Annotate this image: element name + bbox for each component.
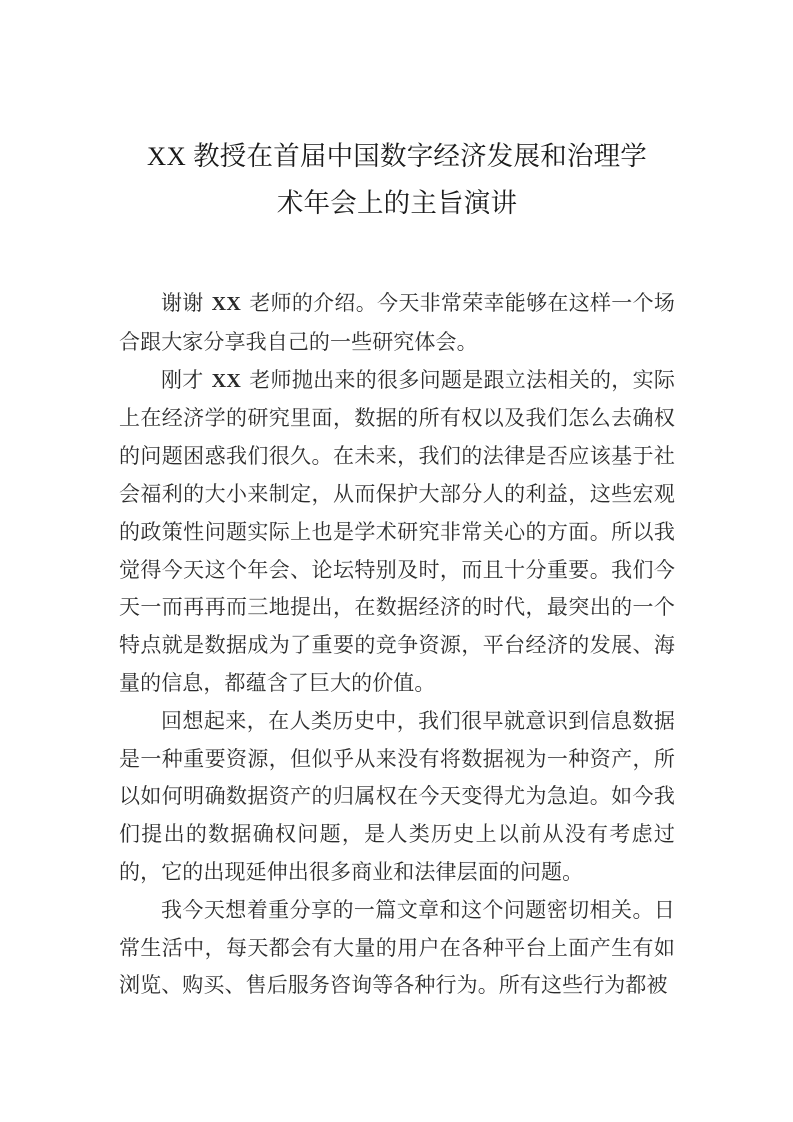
title-line-2: 术年会上的主旨演讲 [276, 188, 518, 218]
title-body-spacer [119, 227, 675, 285]
body-paragraph-1: 谢谢 XX 老师的介绍。今天非常荣幸能够在这样一个场合跟大家分享我自己的一些研究体会。 [119, 291, 675, 354]
document-body [119, 0, 675, 1005]
body-paragraph-4: 我今天想着重分享的一篇文章和这个问题密切相关。日常生活中，每天都会有大量的用户在各种平台上面产生有如浏览、购买、售后服务咨询等各种行为。所有这些行为都被 [119, 897, 675, 998]
body-paragraph-2: 刚才 XX 老师抛出来的很多问题是跟立法相关的，实际上在经济学的研究里面，数据的所有权以及我们怎么去确权的问题困惑我们很久。在未来，我们的法律是否应该基于社会福利的大小来制定，从而保护大部分人的利益，这些宏观的政策性问题实际上也是学术研究非常关心的方面。所以我觉得今天这个年会、论坛特别及时，而且十分重要。我们今天一而再再而三地提出，在数据经济的时代，最突出的一个特点就是数据成为了重要的竞争资源，平台经济的发展、海量的信息，都蕴含了巨大的价值。 [119, 367, 675, 695]
page-title [119, 0, 675, 227]
body-paragraph-3: 回想起来，在人类历史中，我们很早就意识到信息数据是一种重要资源，但似乎从来没有将数据视为一种资产，所以如何明确数据资产的归属权在今天变得尤为急迫。如今我们提出的数据确权问题，是人类历史上以前从没有考虑过的，它的出现延伸出很多商业和法律层面的问题。 [119, 708, 675, 884]
title-line-1: XX 教授在首届中国数字经济发展和治理学 [146, 141, 647, 171]
